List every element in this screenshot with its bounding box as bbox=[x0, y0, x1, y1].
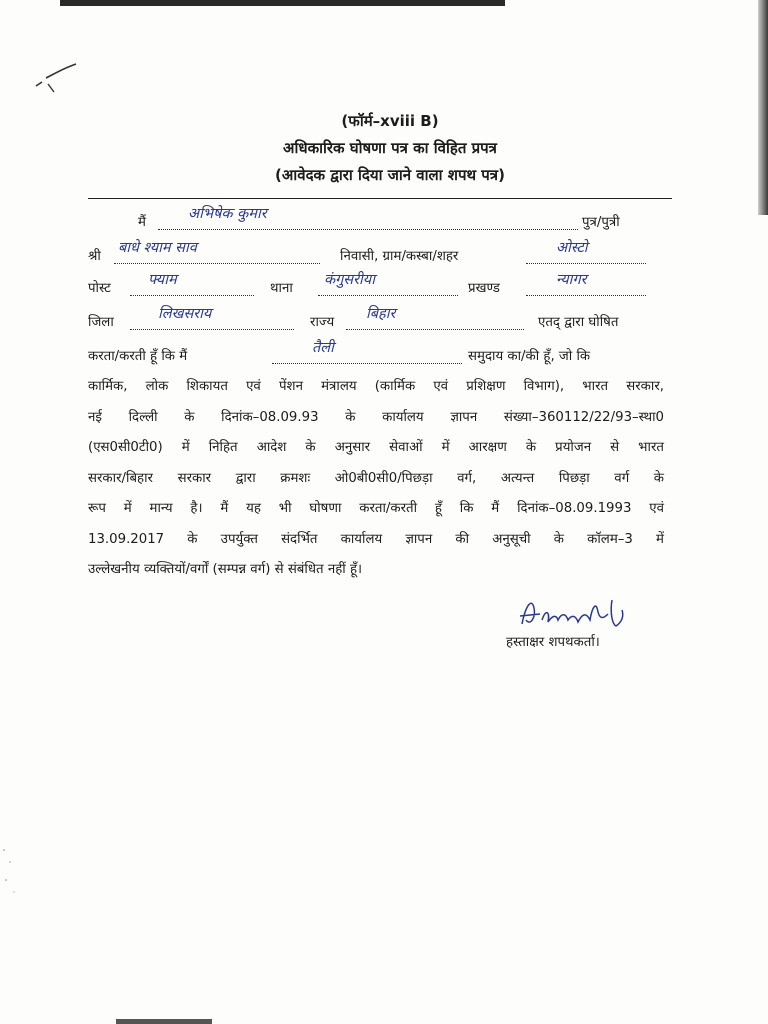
scan-edge-right bbox=[758, 0, 768, 215]
declaration-line: सरकार/बिहार सरकार द्वारा क्रमशः ओ0बी0सी0/पिछड़ा वर्ग, अत्यन्त पिछड़ा वर्ग के bbox=[88, 470, 664, 486]
community-field[interactable] bbox=[272, 341, 462, 364]
row-district bbox=[88, 306, 668, 334]
label-residence: निवासी, ग्राम/कस्बा/शहर bbox=[340, 249, 459, 264]
police-station-field[interactable] bbox=[318, 273, 458, 296]
declaration-line: नई दिल्ली के दिनांक–08.09.93 के कार्यालय ज्ञापन संख्या–360112/22/93–स्था0 bbox=[88, 409, 664, 425]
scan-specks bbox=[0, 840, 20, 900]
declaration-line: उल्लेखनीय व्यक्तियों/वर्गों (सम्पन्न वर्ग) से संबंधित नहीं हूँ। bbox=[88, 562, 363, 577]
label-community-suffix: समुदाय का/की हूँ, जो कि bbox=[468, 349, 591, 364]
label-main: मैं bbox=[138, 215, 146, 230]
state-value: बिहार bbox=[366, 306, 396, 322]
label-block: प्रखण्ड bbox=[468, 281, 500, 296]
label-state: राज्य bbox=[310, 315, 335, 330]
district-value: लिखसराय bbox=[158, 306, 212, 322]
label-district: जिला bbox=[88, 315, 114, 330]
row-name bbox=[88, 206, 668, 234]
row-post bbox=[88, 272, 668, 300]
form-header bbox=[150, 108, 630, 189]
declaration-line: कार्मिक, लोक शिकायत एवं पेंशन मंत्रालय (कार्मिक एवं प्रशिक्षण विभाग), भारत सरकार, bbox=[88, 379, 664, 394]
signature-label: हस्ताक्षर शपथकर्ता। bbox=[506, 635, 600, 650]
signature-mark bbox=[512, 594, 642, 636]
signature-block bbox=[506, 594, 656, 656]
father-name-value: बाधे श्याम साव bbox=[118, 240, 197, 256]
village-value: ओस्टो bbox=[556, 240, 588, 256]
label-post: पोस्ट bbox=[88, 281, 111, 296]
form-subtitle: (आवेदक द्वारा दिया जाने वाला शपथ पत्र) bbox=[275, 166, 505, 184]
police-station-value: कंगुसरीया bbox=[324, 272, 375, 288]
post-value: फ्याम bbox=[148, 272, 177, 288]
row-father bbox=[88, 240, 668, 268]
label-son-daughter: पुत्र/पुत्री bbox=[582, 215, 620, 230]
label-shri: श्री bbox=[88, 249, 101, 264]
label-police-station: थाना bbox=[270, 281, 293, 296]
scan-edge-bottom bbox=[116, 1019, 212, 1024]
row-community bbox=[88, 340, 668, 368]
name-value: अभिषेक कुमार bbox=[188, 206, 267, 222]
label-i-state: करता/करती हूँ कि मैं bbox=[88, 349, 188, 364]
village-field[interactable] bbox=[526, 241, 646, 264]
label-declare: एतद् द्वारा घोषित bbox=[538, 315, 619, 330]
post-field[interactable] bbox=[130, 273, 254, 296]
form-number: (फॉर्म–xviii B) bbox=[341, 112, 439, 130]
scan-edge-top-mark bbox=[120, 0, 134, 6]
district-field[interactable] bbox=[130, 307, 294, 330]
declaration-line: रूप में मान्य है। मैं यह भी घोषणा करता/करती हूँ कि मैं दिनांक–08.09.1993 एवं bbox=[88, 501, 664, 516]
block-value: न्यागर bbox=[556, 272, 587, 288]
block-field[interactable] bbox=[526, 273, 646, 296]
declaration-paragraph bbox=[88, 372, 664, 586]
state-field[interactable] bbox=[346, 307, 524, 330]
father-name-field[interactable] bbox=[114, 241, 320, 264]
name-field[interactable] bbox=[158, 207, 578, 230]
header-divider bbox=[88, 198, 672, 199]
form-title: अधिकारिक घोषणा पत्र का विहित प्रपत्र bbox=[283, 139, 497, 157]
community-value: तैली bbox=[312, 340, 334, 356]
pen-mark bbox=[34, 62, 80, 94]
declaration-line: (एस0सी0टी0) में निहित आदेश के अनुसार सेवाओं में आरक्षण के प्रयोजन से भारत bbox=[88, 440, 664, 455]
declaration-line: 13.09.2017 के उपर्युक्त संदर्भित कार्यालय ज्ञापन की अनुसूची के कॉलम–3 में bbox=[88, 531, 664, 547]
